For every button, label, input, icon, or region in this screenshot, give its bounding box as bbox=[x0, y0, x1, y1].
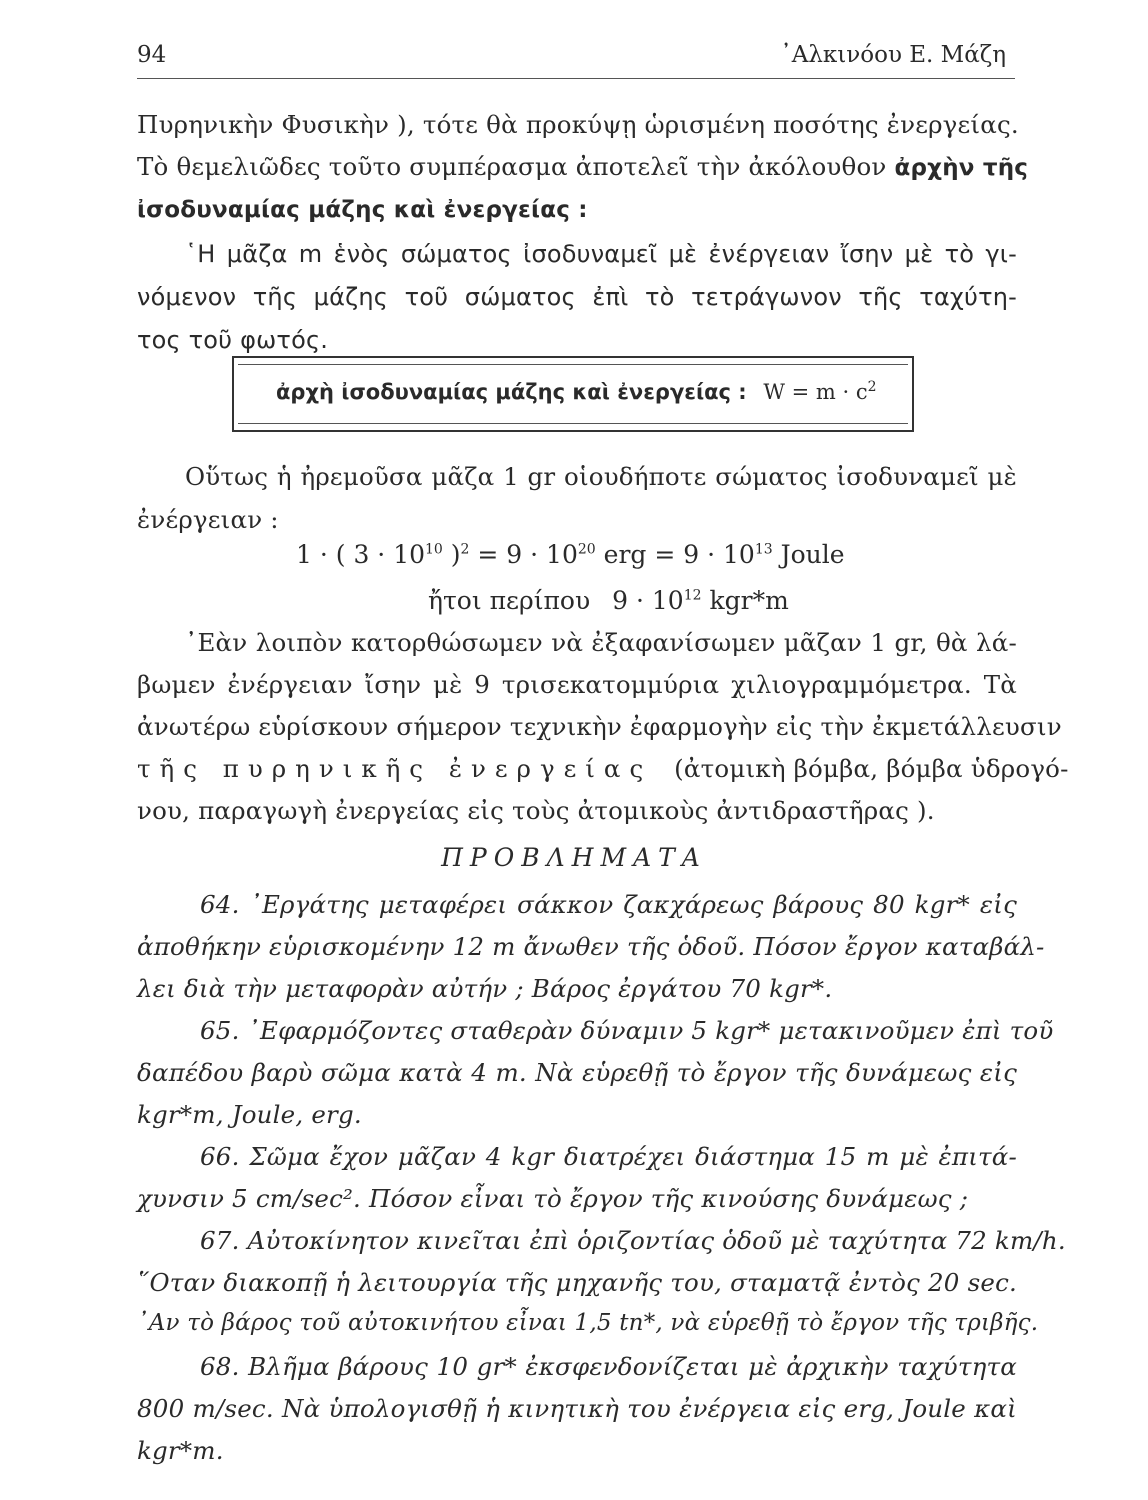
eq1-part-e: Joule bbox=[772, 540, 845, 569]
statement-line-1: ῾Η μᾶζα m ἑνὸς σώματος ἰσοδυναμεῖ μὲ ἐνέργειαν ἴσην μὲ τὸ γι- bbox=[185, 240, 1017, 268]
problem-line: 64. ᾿Εργάτης μεταφέρει σάκκον ζακχάρεως βάρους 80 kgr* εἰς bbox=[200, 890, 1017, 919]
eq1-part-b: ) bbox=[442, 540, 461, 569]
header-rule bbox=[137, 78, 1015, 79]
principle-name-start: ἀρχὴν τῆς bbox=[894, 155, 1029, 181]
example-line-1: Οὕτως ἡ ἠρεμοῦσα μᾶζα 1 gr οἱουδήποτε σώματος ἰσοδυναμεῖ μὲ bbox=[185, 462, 1017, 491]
intro-line-2-text: Τὸ θεμελιῶδες τοῦτο συμπέρασμα ἀποτελεῖ τὴν ἀκόλουθον bbox=[137, 152, 887, 181]
application-line-5: νου, παραγωγὴ ἐνεργείας εἰς τοὺς ἀτομικοὺς ἀντιδραστῆρας ). bbox=[137, 796, 935, 825]
intro-line-2 bbox=[137, 152, 1029, 181]
problem-line: ἀποθήκην εὑρισκομένην 12 m ἄνωθεν τῆς ὁδοῦ. Πόσον ἔργον καταβάλ- bbox=[137, 932, 1045, 961]
application-line-1: ᾿Εὰν λοιπὸν κατορθώσωμεν νὰ ἐξαφανίσωμεν μᾶζαν 1 gr, θὰ λά- bbox=[185, 628, 1017, 657]
spaced-term: τῆς πυρηνικῆς ἐνεργείας bbox=[137, 754, 653, 783]
eq2-value: 9 · 10 bbox=[612, 586, 684, 615]
eq1-exp-c: 20 bbox=[577, 541, 596, 558]
problem-line: ῞Οταν διακοπῇ ἡ λειτουργία τῆς μηχανῆς του, σταματᾷ ἐντὸς 20 sec. bbox=[137, 1268, 1017, 1297]
statement-line-2: νόμενον τῆς μάζης τοῦ σώματος ἐπὶ τὸ τετράγωνον τῆς ταχύτη- bbox=[137, 283, 1017, 311]
eq2-exp: 12 bbox=[683, 587, 702, 604]
formula-equation bbox=[763, 380, 876, 404]
application-line-4 bbox=[137, 754, 1069, 783]
eq2-unit: kgr*m bbox=[701, 586, 789, 615]
problem-line: 800 m/sec. Νὰ ὑπολογισθῇ ἡ κινητικὴ του ἐνέργεια εἰς erg, Joule καὶ bbox=[137, 1394, 1017, 1423]
eq1-part-a: 1 · ( 3 · 10 bbox=[296, 540, 426, 569]
formula-label: ἀρχὴ ἰσοδυναμίας μάζης καὶ ἐνεργείας : bbox=[276, 380, 747, 404]
problem-line: 67. Αὐτοκίνητον κινεῖται ἐπὶ ὁριζοντίας ὁδοῦ μὲ ταχύτητα 72 km/h. bbox=[200, 1226, 1066, 1255]
application-line-3: ἀνωτέρω εὑρίσκουν σήμερον τεχνικὴν ἐφαρμογὴν εἰς τὴν ἐκμετάλλευσιν bbox=[137, 712, 1062, 741]
eq1-part-c: = 9 · 10 bbox=[469, 540, 578, 569]
formula-equation-body: W = m · c bbox=[763, 380, 868, 404]
problem-line: kgr*m, Joule, erg. bbox=[137, 1100, 362, 1129]
problems-heading: ΠΡΟΒΛΗΜΑΤΑ bbox=[441, 843, 707, 872]
example-line-2: ἐνέργειαν : bbox=[137, 505, 279, 534]
application-line-2: βωμεν ἐνέργειαν ἴσην μὲ 9 τρισεκατομμύρια χιλιογραμμόμετρα. Τὰ bbox=[137, 670, 1017, 699]
problem-line: 68. Βλῆμα βάρους 10 gr* ἐκσφενδονίζεται μὲ ἀρχικὴν ταχύτητα bbox=[200, 1352, 1017, 1381]
eq1-part-d: erg = 9 · 10 bbox=[595, 540, 755, 569]
intro-line-1: Πυρηνικὴν Φυσικὴν ), τότε θὰ προκύψῃ ὡρισμένη ποσότης ἐνεργείας. bbox=[137, 110, 1019, 139]
formula-box-text bbox=[276, 380, 877, 404]
eq1-exp-a: 10 bbox=[425, 541, 443, 558]
problem-line: 66. Σῶμα ἔχον μᾶζαν 4 kgr διατρέχει διάστημα 15 m μὲ ἐπιτά- bbox=[200, 1142, 1017, 1171]
formula-exponent: 2 bbox=[867, 379, 877, 395]
intro-line-3 bbox=[137, 194, 1017, 223]
principle-name-end: ἰσοδυναμίας μάζης καὶ ἐνεργείας : bbox=[137, 197, 588, 223]
running-head: ᾿Αλκινόου Ε. Μάζη bbox=[780, 42, 1006, 68]
energy-equivalent bbox=[428, 586, 789, 615]
page-number: 94 bbox=[137, 42, 167, 68]
problem-line: ᾿Αν τὸ βάρος τοῦ αὐτοκινήτου εἶναι 1,5 tn*, νὰ εὑρεθῇ τὸ ἔργον τῆς τριβῆς. bbox=[137, 1310, 1039, 1336]
problem-line: δαπέδου βαρὺ σῶμα κατὰ 4 m. Νὰ εὑρεθῇ τὸ ἔργον τῆς δυνάμεως εἰς bbox=[137, 1058, 1017, 1087]
eq1-exp-b: 2 bbox=[460, 541, 470, 558]
problem-line: kgr*m. bbox=[137, 1436, 224, 1465]
problem-line: 65. ᾿Εφαρμόζοντες σταθερὰν δύναμιν 5 kgr* μετακινοῦμεν ἐπὶ τοῦ bbox=[200, 1016, 1054, 1045]
application-line-4-rest: (ἀτομικὴ βόμβα, βόμβα ὑδρογό- bbox=[674, 754, 1069, 783]
eq1-exp-d: 13 bbox=[754, 541, 773, 558]
problem-line: χυνσιν 5 cm/sec². Πόσον εἶναι τὸ ἔργον τῆς κινούσης δυνάμεως ; bbox=[137, 1184, 969, 1213]
energy-equation bbox=[296, 540, 845, 569]
eq2-prefix: ἤτοι περίπου bbox=[428, 586, 591, 615]
statement-line-3: τος τοῦ φωτός. bbox=[137, 326, 329, 354]
problem-line: λει διὰ τὴν μεταφορὰν αὐτήν ; Βάρος ἐργάτου 70 kgr*. bbox=[137, 974, 833, 1003]
